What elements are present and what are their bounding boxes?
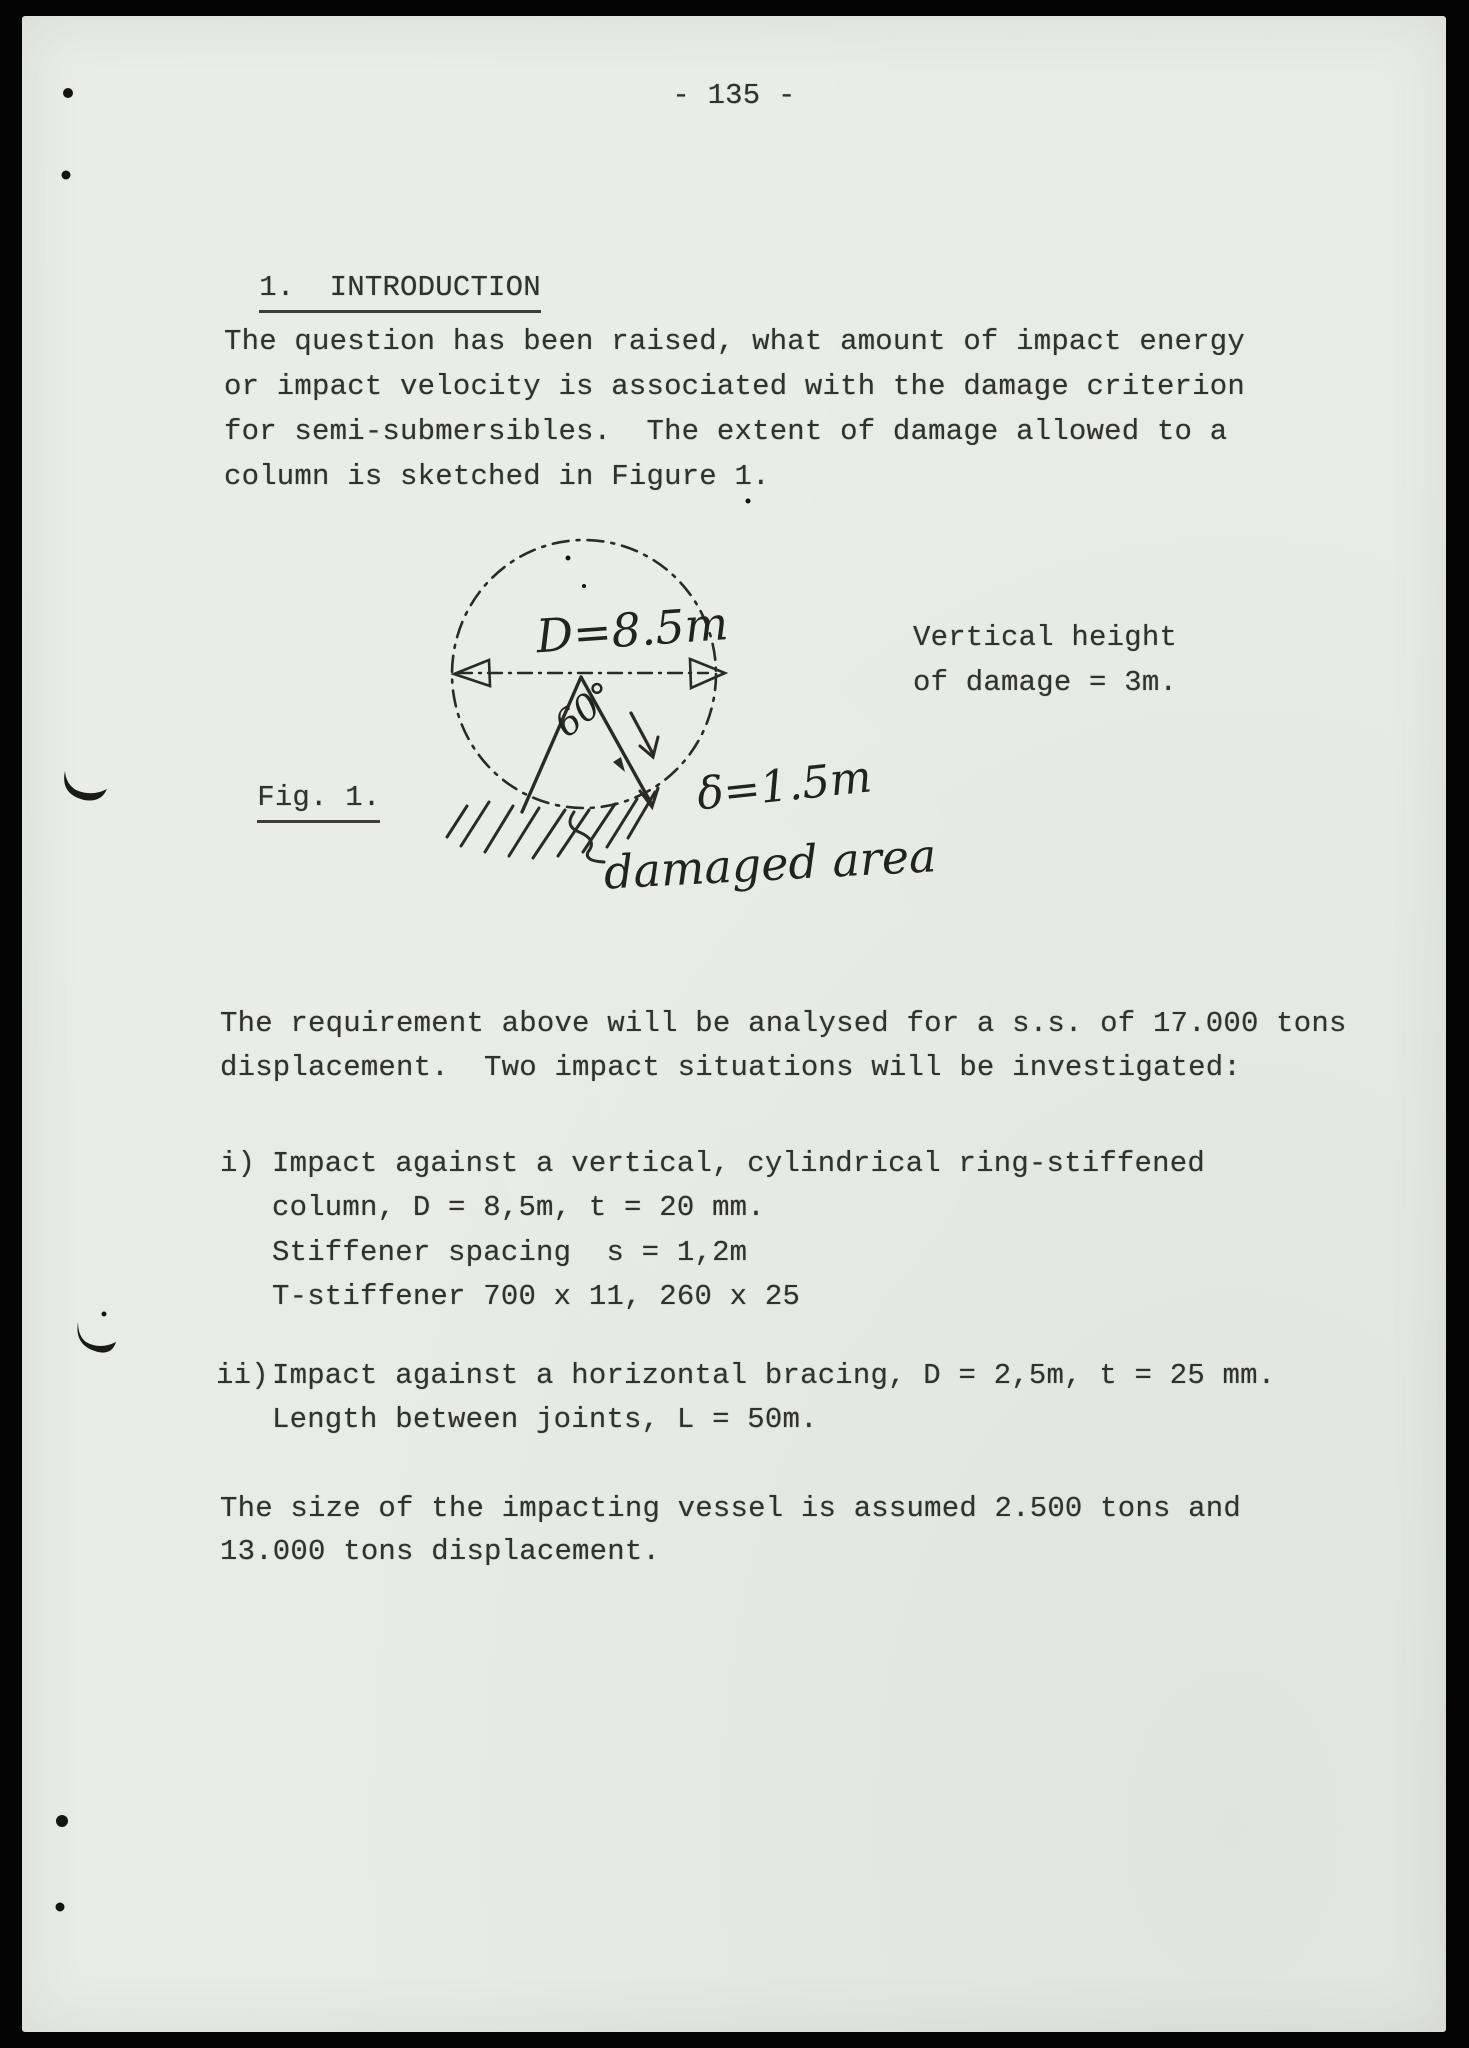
closing-line: The size of the impacting vessel is assumed 2.500 tons and [220, 1492, 1241, 1525]
list-line: Impact against a horizontal bracing, D = 2,5m, t = 25 mm. [272, 1359, 1276, 1392]
list-marker: i) [220, 1147, 256, 1180]
list-line: Stiffener spacing s = 1,2m [272, 1236, 748, 1269]
requirement-line: The requirement above will be analysed for a s.s. of 17.000 tons [220, 1007, 1347, 1040]
figure-note-line: Vertical height [913, 621, 1178, 654]
requirement-line: displacement. Two impact situations will be investigated: [220, 1051, 1241, 1084]
intro-line: column is sketched in Figure 1. [224, 460, 770, 493]
intro-line: for semi-submersibles. The extent of damage allowed to a [224, 415, 1228, 448]
closing-line: 13.000 tons displacement. [220, 1535, 661, 1568]
list-line: Impact against a vertical, cylindrical ring-stiffened [272, 1147, 1205, 1180]
list-line: Length between joints, L = 50m. [272, 1403, 818, 1436]
figure-note-line: of damage = 3m. [913, 666, 1178, 699]
delta-handwritten-label: δ=1.5m [694, 751, 875, 821]
intro-line: The question has been raised, what amount of impact energy [224, 325, 1245, 358]
list-line: column, D = 8,5m, t = 20 mm. [272, 1191, 765, 1224]
intro-line: or impact velocity is associated with the damage criterion [224, 370, 1245, 403]
section-heading: 1. INTRODUCTION [259, 270, 541, 313]
list-line: T-stiffener 700 x 11, 260 x 25 [272, 1280, 801, 1313]
list-marker: ii) [216, 1359, 269, 1392]
figure-label: Fig. 1. [257, 780, 380, 823]
diameter-handwritten-label: D=8.5m [534, 596, 730, 664]
damaged-area-handwritten-label: damaged area [602, 828, 938, 900]
page-number: - 135 - [672, 79, 796, 112]
angle-handwritten-label: 60° [547, 674, 623, 746]
